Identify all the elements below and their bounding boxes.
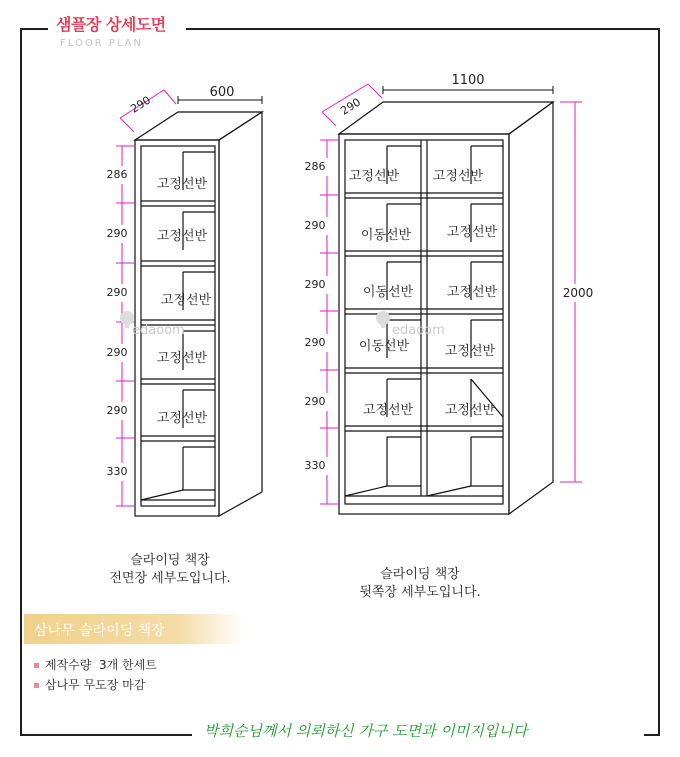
right-right-col-label-4: 고정선반 [444,344,496,359]
right-row-height-2: 290 [300,217,330,235]
right-caption [320,566,520,602]
left-caption-line1: 슬라이딩 책장 [130,553,210,568]
right-depth-dimension [322,112,336,126]
left-depth-label: 290 [128,93,154,116]
left-row-height-4: 290 [100,344,134,362]
right-cabinet-top [339,102,553,134]
left-caption-line2: 전면장 세부도입니다. [109,571,231,586]
left-caption [60,552,280,588]
right-left-col-label-2: 이동선반 [360,228,412,243]
left-shelf-label-1: 고정선반 [156,177,208,192]
left-shelf-label-2: 고정선반 [156,229,208,244]
right-depth-label: 290 [338,95,364,118]
spec-finish-text: 삼나무 무도장 마감 [45,678,146,692]
left-width-label: 600 [209,85,235,100]
right-left-col-label-4: 이동선반 [358,339,410,354]
left-cabinet-side [219,112,262,516]
spec-item-quantity [34,656,157,673]
right-right-col-label-1: 고정선반 [432,169,484,184]
right-row-height-1: 286 [300,158,330,176]
right-right-col-label-2: 고정선반 [446,225,498,240]
bullet-icon [34,683,39,688]
right-cabinet-side [509,102,553,514]
left-cabinet [135,112,262,516]
right-right-col-label-5: 고정선반 [444,403,496,418]
left-cabinet-top [135,112,262,140]
right-row-height-3: 290 [300,276,330,294]
watermark-left: edaoom [132,323,185,338]
left-row-height-3: 290 [100,284,134,302]
page-subtitle: FLOOR PLAN [60,38,143,49]
right-caption-line2: 뒷쪽장 세부도입니다. [359,585,481,600]
right-caption-line1: 슬라이딩 책장 [380,567,460,582]
page-title: 샘플장 상세도면 [56,15,166,34]
right-right-col-label-3: 고정선반 [446,285,498,300]
right-left-col-label-3: 이동선반 [362,285,414,300]
right-left-col-label-5: 고정선반 [362,403,414,418]
left-row-height-2: 290 [100,225,134,243]
right-left-col-label-1: 고정선반 [348,169,400,184]
spec-item-finish [34,676,145,693]
left-shelf-label-5: 고정선반 [156,411,208,426]
spec-quantity-text: 제작수량 3개 한세트 [45,658,157,672]
left-shelf-label-3: 고정선반 [160,293,212,308]
watermark-right: edaoom [392,323,445,338]
right-row-height-4: 290 [300,334,330,352]
right-row-height-5: 290 [300,393,330,411]
footer-note: 박희순님께서 의뢰하신 가구 도면과 이미지입니다 [204,722,528,740]
left-shelf-label-4: 고정선반 [156,351,208,366]
left-row-height-6: 330 [100,463,134,481]
product-banner [24,614,244,644]
right-row-height-6: 330 [300,457,330,475]
left-row-height-1: 286 [100,166,134,184]
bullet-icon [34,663,39,668]
left-row-height-5: 290 [100,402,134,420]
right-width-label: 1100 [451,73,485,88]
right-cabinet [339,102,553,514]
product-banner-text: 삼나무 슬라이딩 책장 [34,623,165,639]
overall-height-label: 2000 [556,284,600,302]
